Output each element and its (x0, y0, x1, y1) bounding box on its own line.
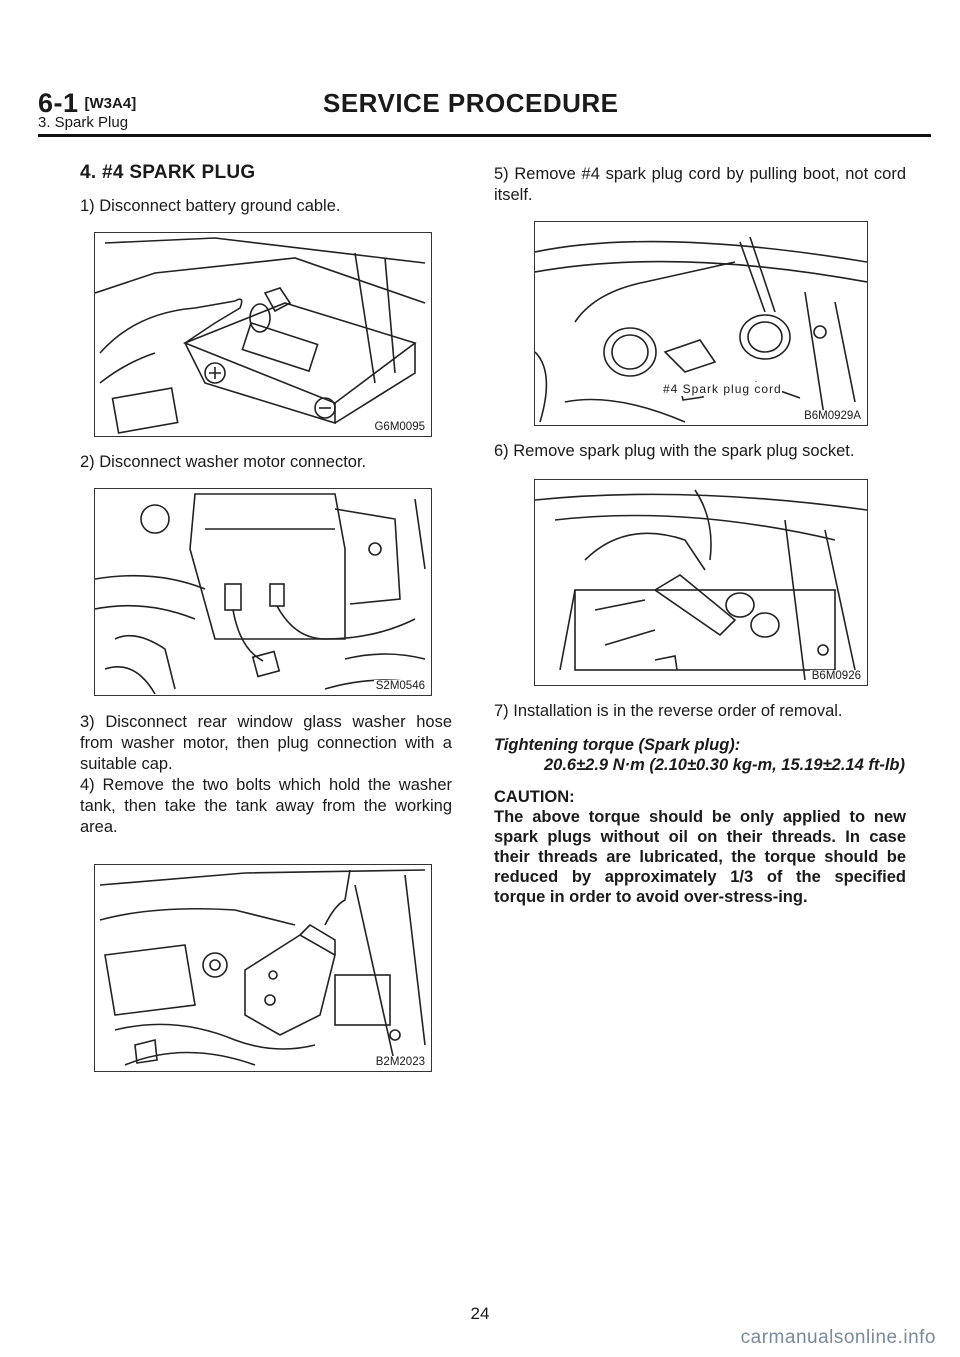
page-title: SERVICE PROCEDURE (323, 88, 619, 118)
washer-connector-illustration (95, 489, 431, 695)
page-subtitle: 3. Spark Plug (38, 114, 129, 131)
figure-plug-socket (534, 479, 868, 686)
figure-code: B6M0929A (804, 410, 861, 422)
figure-spark-plug-cord (534, 221, 868, 426)
step-6: 6) Remove spark plug with the spark plug socket. (494, 442, 855, 460)
footer-watermark: carmanualsonline.info (740, 1327, 936, 1348)
figure-code: G6M0095 (374, 421, 425, 433)
figure-washer-tank (94, 864, 432, 1072)
section-code: [W3A4] (84, 95, 137, 112)
battery-illustration (95, 233, 431, 436)
plug-socket-illustration (535, 480, 867, 685)
caution-label: CAUTION: (494, 788, 575, 806)
caution-text: The above torque should be only applied to new spark plugs without oil on their threads. In case their threads are lubricated, the torque should be reduced by approximately 1/3 of the specified torque in order to avoid over-stress-ing. (494, 808, 906, 906)
step-1: 1) Disconnect battery ground cable. (80, 197, 341, 215)
figure-code: S2M0546 (375, 680, 425, 692)
left-column (80, 140, 452, 1072)
step-2: 2) Disconnect washer motor connector. (80, 453, 367, 471)
step-3: 3) Disconnect rear window glass washer hose from washer motor, then plug connection with a suitable cap. (80, 713, 452, 773)
right-column (494, 140, 906, 907)
section-heading: 4. #4 SPARK PLUG (80, 162, 256, 183)
washer-tank-illustration (95, 865, 431, 1071)
figure-code: B6M0926 (811, 670, 861, 682)
page-number: 24 (470, 1304, 490, 1323)
figure-code: B2M2023 (375, 1056, 425, 1068)
torque-label: Tightening torque (Spark plug): (494, 736, 741, 754)
header-rule (38, 134, 931, 137)
section-id: 6-1 (38, 88, 79, 118)
step-4: 4) Remove the two bolts which hold the washer tank, then take the tank away from the working area. (80, 776, 452, 836)
callout-spark-plug-cord: #4 Spark plug cord (663, 382, 782, 396)
step-5: 5) Remove #4 spark plug cord by pulling boot, not cord itself. (494, 165, 906, 204)
step-7: 7) Installation is in the reverse order of removal. (494, 702, 843, 720)
torque-value: 20.6±2.9 N·m (2.10±0.30 kg-m, 15.19±2.14 ft-lb) (544, 756, 905, 774)
figure-battery (94, 232, 432, 437)
figure-washer-connector (94, 488, 432, 696)
